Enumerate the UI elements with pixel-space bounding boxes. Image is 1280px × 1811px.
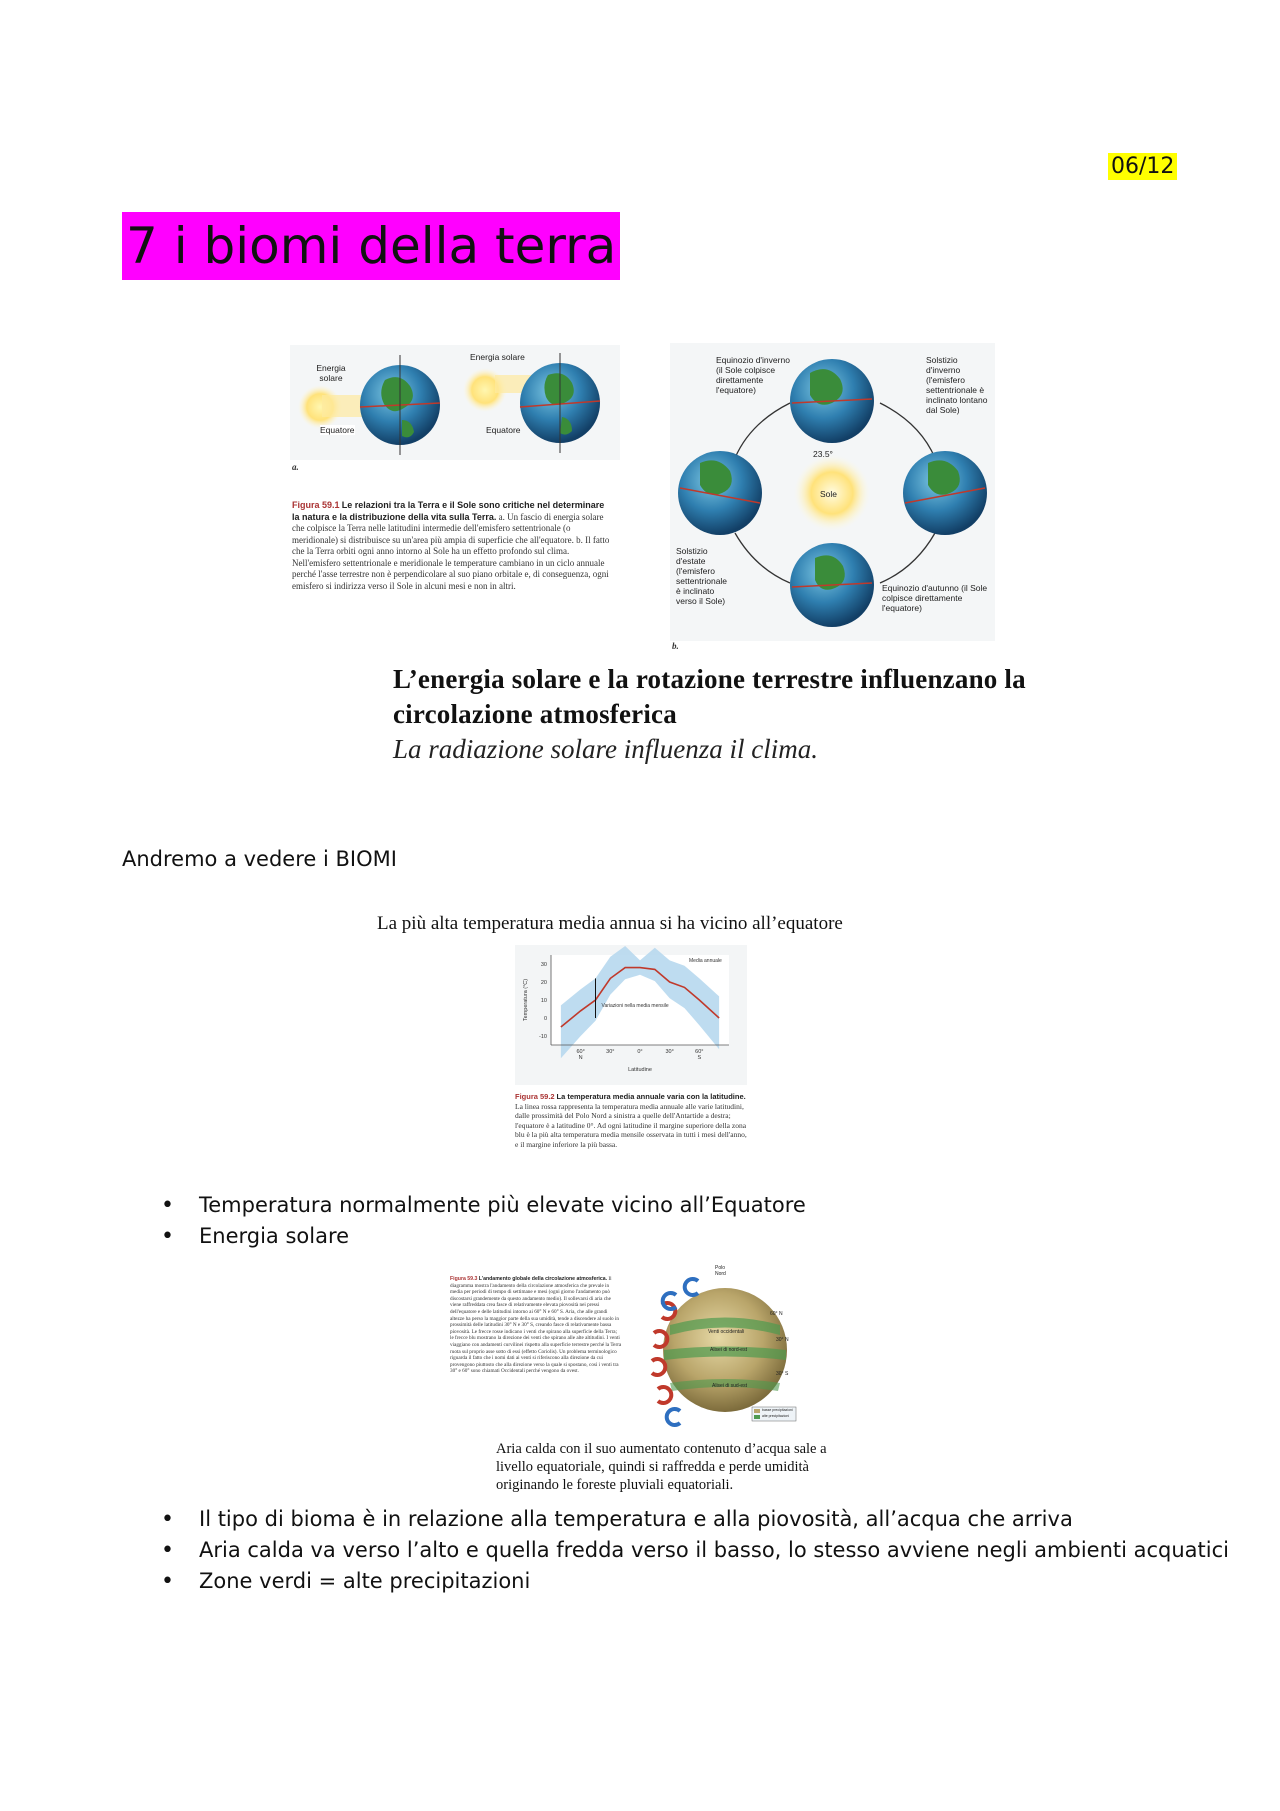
lat30-label: 30° N (776, 1337, 789, 1343)
alisei-ne-label: Alisei di nord-est (710, 1347, 747, 1353)
legend-high-label: alte precipitazioni (762, 1414, 790, 1418)
x-axis-label: Latitudine (628, 1067, 652, 1073)
x-tick-label: 60° (576, 1049, 585, 1055)
heading-italic: La radiazione solare influenza il clima. (393, 734, 818, 764)
earth-top (790, 359, 874, 443)
energy-label-a2: Energia solare (470, 352, 525, 362)
section-heading (393, 662, 1093, 766)
mean-annotation: Media annuale (689, 958, 722, 965)
y-tick-label: 20 (540, 980, 547, 986)
bullet-item: • Il tipo di bioma è in relazione alla temperatura e alla piovosità, all’acqua che arriva (199, 1504, 1259, 1535)
variation-annotation: Variazioni nella media mensile (601, 1003, 669, 1010)
tilt-label: 23.5° (813, 449, 833, 459)
y-tick-label: 10 (540, 998, 547, 1004)
equinox-autumn-label: Equinozio d'autunno (il Sole colpisce direttamente l'equatore) (882, 583, 988, 613)
y-axis-label: Temperatura (°C) (523, 978, 529, 1022)
alisei-se-label: Alisei di sud-est (712, 1383, 748, 1389)
caption-text: La linea rossa rappresenta la temperatura media annuale alle varie latitudini, dalle prossimità del Polo Nord a sinistra a quelle dell'Antartide a destra; l'equatore è a latitudine 0°. Ad ogni latitudine il margine superiore della zona blu è la più alta temperatura media mensile osservata in tutti i mesi dell'anno, e il margine inferiore la più bassa. (515, 1101, 747, 1149)
figure-59-1-b (670, 343, 995, 641)
x-tick-hemisphere: S (697, 1055, 702, 1061)
bullet-item: • Energia solare (199, 1221, 806, 1252)
earth-left (678, 451, 762, 535)
solstice-winter-label: Solstizio d'inverno (l'emisfero settentrionale è inclinato lontano dal Sole) (926, 355, 988, 415)
panel-a-label: a. (292, 462, 299, 472)
figure-59-1-caption (292, 500, 612, 592)
y-tick-label: 30 (540, 962, 547, 968)
figure-59-2-caption (515, 1092, 747, 1149)
caption-text: Il diagramma mostra l'andamento della circolazione atmosferica che prevale in media per periodi di tempo di settimane e mesi (ogni giorno l'andamento può discostarsi grandemente da questo andamento medio). Il sollevarsi di aria che viene raffreddata crea fasce di relativamente elevata piovosità nei pressi dell'equatore e delle latitudini intorno ai 60° N e 60° S. Aria, che alle grandi altezze ha perso la maggior parte della sua umidità, tende a discendere al suolo in prossimità delle latitudini 30° N e 30° S, creando fasce di relativamente bassa piovosità. Le frecce rosse indicano i venti che spirano alla superficie della Terra; le frecce blu mostrano la direzione dei venti che spirano alle alte altitudini. I venti viaggiano con andamenti curvilinei rispetto alla superficie terrestre perché la Terra ruota sul proprio asse sotto di essi (effetto Coriolis). Un problema terminologico riguarda il fatto che i nomi dati ai venti si riferiscono alla direzione da cui provengono piuttosto che alla direzione verso la quale si spostano, così i venti tra 30° e 60° sono chiamati Occidentali perché vengono da ovest. (450, 1276, 622, 1375)
figure-59-3-note: Aria calda con il suo aumentato contenuto d’acqua sale a livello equatoriale, quindi si raffredda e perde umidità originando le foreste pluviali equatoriali. (496, 1441, 827, 1493)
energy-label-a1: Energia solare (316, 363, 346, 383)
heading-bold: L’energia solare e la rotazione terrestre influenzano la circolazione atmosferica (393, 664, 1026, 729)
bullet-item: • Zone verdi = alte precipitazioni (199, 1566, 1259, 1597)
earth-bottom (790, 543, 874, 627)
bullet-list-1 (199, 1190, 806, 1252)
figure-59-1-a (290, 345, 620, 460)
caption-label: Figura 59.3 (450, 1276, 478, 1282)
y-tick-label: 0 (543, 1016, 547, 1022)
y-tick-label: -10 (539, 1034, 547, 1040)
bullet-item: • Temperatura normalmente più elevate vicino all’Equatore (199, 1190, 806, 1221)
atmospheric-circulation-figure (640, 1265, 800, 1430)
x-tick-label: 0° (637, 1049, 643, 1055)
temperature-chart-svg (515, 945, 747, 1085)
page-title: 7 i biomi della terra (122, 212, 620, 280)
solstice-summer-label: Solstizio d'estate (l'emisfero settentrionale è inclinato verso il Sole) (676, 546, 728, 606)
equator-label-a1: Equatore (320, 425, 355, 435)
bullet-list-2 (199, 1504, 1259, 1597)
biomi-intro: Andremo a vedere i BIOMI (122, 847, 397, 871)
polo-label: Polo Nord (715, 1265, 726, 1277)
caption-text: a. Un fascio di energia solare che colpisce la Terra nelle latitudini intermedie dell'emisfero settentrionale (o meridionale) si distribuisce su un'area più ampia di superficie che all'equatore. b. Il fatto che la Terra orbiti ogni anno intorno al Sole ha un effetto profondo sul clima. Nell'emisfero settentrionale e meridionale le temperature cambiano in un ciclo annuale perché l'asse terrestre non è perpendicolare al suo piano orbitale e, di conseguenza, ogni emisfero si indirizza verso il Sole in alcuni mesi e non in altri. (292, 511, 610, 591)
x-tick-label: 60° (695, 1049, 704, 1055)
figure-59-2-heading: La più alta temperatura media annua si ha vicino all’equatore (377, 913, 843, 934)
panel-b-label: b. (672, 641, 679, 651)
x-tick-label: 30° (665, 1049, 674, 1055)
caption-label: Figura 59.2 (515, 1092, 555, 1101)
lat60-label: 60° N (770, 1311, 783, 1317)
bullet-item: • Aria calda va verso l’alto e quella fredda verso il basso, lo stesso avviene negli ambienti acquatici (199, 1535, 1259, 1566)
legend-low-label: basse precipitazioni (762, 1408, 793, 1412)
x-tick-label: 30° (606, 1049, 615, 1055)
west-winds-label: Venti occidentali (708, 1329, 745, 1335)
x-tick-hemisphere: N (578, 1055, 583, 1061)
earth-right (903, 451, 987, 535)
date-highlight: 06/12 (1108, 153, 1177, 180)
caption-label: Figura 59.1 (292, 500, 340, 510)
caption-bold: Le relazioni tra la Terra e il Sole sono critiche nel determinare la natura e la distribuzione della vita sulla Terra. (292, 500, 605, 522)
lat30s-label: 30° S (776, 1371, 789, 1377)
caption-bold: L'andamento globale della circolazione atmosferica. (478, 1276, 608, 1282)
figure-59-3-caption (450, 1276, 622, 1375)
sun-label: Sole (820, 489, 838, 499)
equator-label-a2: Equatore (486, 425, 521, 435)
temperature-chart (515, 945, 747, 1085)
equinox-winter-label: Equinozio d'inverno (il Sole colpisce direttamente l'equatore) (716, 355, 790, 395)
caption-bold: La temperatura media annuale varia con la latitudine. (556, 1092, 746, 1101)
